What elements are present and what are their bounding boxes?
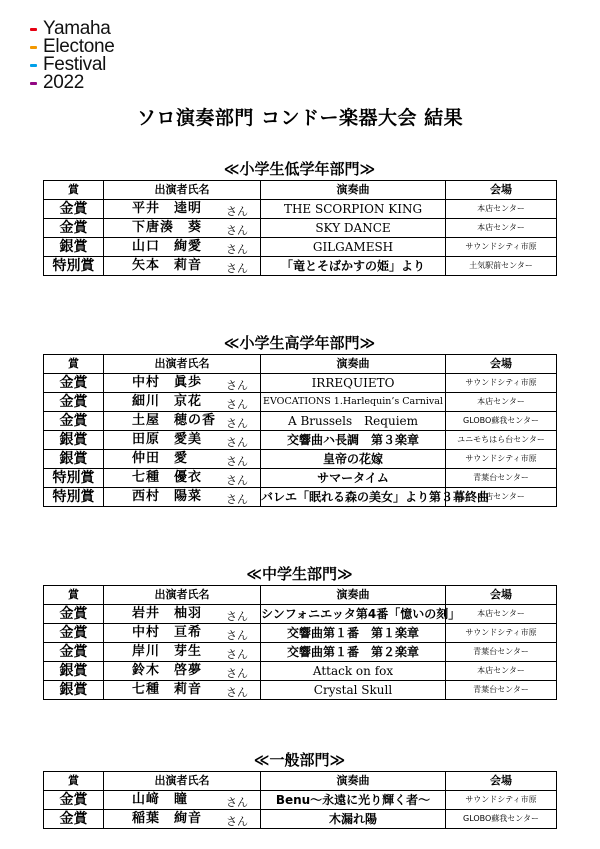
logo-color-bar [30,46,37,49]
performer-name: 鈴木 啓夢 [132,663,203,678]
award-cell: 銀賞 [44,238,104,257]
venue-cell: ユニモちはら台センター [446,431,557,450]
performer-name: 七種 優衣 [132,470,203,485]
piece-cell: EVOCATIONS 1.Harlequin’s Carnival [261,393,446,412]
results-table [43,771,557,829]
performer-cell [104,450,261,469]
honorific: さん [226,417,248,430]
venue-cell: 青葉台センター [446,643,557,662]
honorific: さん [226,493,248,506]
logo-color-bar [30,28,37,31]
venue-cell: GLOBO蘇我センター [446,412,557,431]
section-title: ≪小学生高学年部門≫ [223,334,376,352]
award-cell: 金賞 [44,810,104,829]
results-table [43,180,557,276]
venue-cell: 本店センター [446,488,557,507]
table-row [44,681,557,700]
performer-name: 細川 京花 [132,394,203,409]
honorific: さん [226,455,248,468]
performer-name: 平井 逵明 [132,201,203,216]
header-award: 賞 [44,181,104,200]
piece-cell: 木漏れ陽 [261,810,446,829]
award-cell: 金賞 [44,791,104,810]
table-row [44,469,557,488]
piece-cell: 皇帝の花嫁 [261,450,446,469]
logo-text-line: Electone [43,36,115,57]
performer-cell [104,488,261,507]
table-row [44,643,557,662]
table-row [44,605,557,624]
header-award: 賞 [44,355,104,374]
award-cell: 銀賞 [44,431,104,450]
header-venue: 会場 [446,772,557,791]
header-name: 出演者氏名 [104,772,261,791]
table-header-row [44,181,557,200]
results-section [43,749,556,829]
results-section [43,563,556,700]
award-cell: 金賞 [44,219,104,238]
header-venue: 会場 [446,586,557,605]
performer-name: 七種 莉音 [132,682,203,697]
honorific: さん [226,667,248,680]
venue-cell: サウンドシティ市原 [446,791,557,810]
header-piece: 演奏曲 [261,355,446,374]
header-name: 出演者氏名 [104,586,261,605]
header-name: 出演者氏名 [104,181,261,200]
section-title: ≪一般部門≫ [253,751,346,769]
table-row [44,200,557,219]
table-row [44,810,557,829]
piece-cell: THE SCORPION KING [261,200,446,219]
performer-cell [104,412,261,431]
award-cell: 金賞 [44,374,104,393]
venue-cell: 土気駅前センター [446,257,557,276]
award-cell: 特別賞 [44,488,104,507]
honorific: さん [226,815,248,828]
performer-name: 稲葉 絢音 [132,811,203,826]
logo-color-bar [30,82,37,85]
festival-logo [30,20,115,92]
piece-cell: 交響曲第１番 第２楽章 [261,643,446,662]
table-row [44,624,557,643]
performer-cell [104,643,261,662]
honorific: さん [226,398,248,411]
award-cell: 銀賞 [44,681,104,700]
header-award: 賞 [44,586,104,605]
results-table [43,585,557,700]
piece-cell: サマータイム [261,469,446,488]
honorific: さん [226,436,248,449]
venue-cell: 本店センター [446,662,557,681]
table-row [44,393,557,412]
piece-cell: A Brussels Requiem [261,412,446,431]
page-title: ソロ演奏部門 コンドー楽器大会 結果 [136,107,464,129]
award-cell: 金賞 [44,624,104,643]
header-venue: 会場 [446,355,557,374]
header-name: 出演者氏名 [104,355,261,374]
performer-cell [104,605,261,624]
venue-cell: GLOBO蘇我センター [446,810,557,829]
performer-name: 仲田 愛 [132,451,189,466]
piece-cell: Crystal Skull [261,681,446,700]
award-cell: 金賞 [44,412,104,431]
award-cell: 金賞 [44,393,104,412]
table-row [44,412,557,431]
honorific: さん [226,629,248,642]
performer-cell [104,238,261,257]
piece-cell: 交響曲ハ長調 第３楽章 [261,431,446,450]
table-header-row [44,772,557,791]
performer-name: 山﨑 瞳 [132,792,189,807]
performer-cell [104,393,261,412]
venue-cell: サウンドシティ市原 [446,238,557,257]
results-section [43,158,556,276]
performer-name: 矢本 莉音 [132,258,203,273]
performer-cell [104,257,261,276]
table-row [44,238,557,257]
performer-name: 山口 絢愛 [132,239,203,254]
header-venue: 会場 [446,181,557,200]
piece-cell: GILGAMESH [261,238,446,257]
venue-cell: 本店センター [446,200,557,219]
honorific: さん [226,262,248,275]
honorific: さん [226,205,248,218]
performer-cell [104,624,261,643]
performer-cell [104,374,261,393]
performer-name: 下唐湊 葵 [132,220,203,235]
table-row [44,219,557,238]
award-cell: 銀賞 [44,662,104,681]
table-row [44,662,557,681]
piece-cell: 「竜とそばかすの姫」より [261,257,446,276]
award-cell: 特別賞 [44,469,104,488]
table-row [44,488,557,507]
piece-cell: バレエ「眠れる森の美女」より第３幕終曲 [261,488,446,507]
award-cell: 特別賞 [44,257,104,276]
honorific: さん [226,243,248,256]
performer-cell [104,200,261,219]
results-section [43,332,556,507]
table-header-row [44,355,557,374]
honorific: さん [226,686,248,699]
piece-cell: 交響曲第１番 第１楽章 [261,624,446,643]
performer-name: 土屋 穂の香 [132,413,217,428]
award-cell: 金賞 [44,605,104,624]
venue-cell: サウンドシティ市原 [446,450,557,469]
venue-cell: 本店センター [446,393,557,412]
award-cell: 銀賞 [44,450,104,469]
header-award: 賞 [44,772,104,791]
award-cell: 金賞 [44,643,104,662]
performer-name: 岩井 柚羽 [132,606,203,621]
performer-cell [104,431,261,450]
table-row [44,791,557,810]
table-row [44,257,557,276]
piece-cell: Benu～永遠に光り輝く者～ [261,791,446,810]
venue-cell: 青葉台センター [446,469,557,488]
performer-cell [104,791,261,810]
honorific: さん [226,474,248,487]
logo-text-line: Yamaha [43,18,111,39]
performer-name: 中村 亘希 [132,625,203,640]
section-title: ≪小学生低学年部門≫ [223,160,376,178]
venue-cell: サウンドシティ市原 [446,624,557,643]
award-cell: 金賞 [44,200,104,219]
header-piece: 演奏曲 [261,586,446,605]
piece-cell: SKY DANCE [261,219,446,238]
performer-name: 西村 陽菜 [132,489,203,504]
section-title: ≪中学生部門≫ [246,565,353,583]
logo-color-bar [30,64,37,67]
venue-cell: サウンドシティ市原 [446,374,557,393]
performer-cell [104,810,261,829]
venue-cell: 本店センター [446,219,557,238]
venue-cell: 青葉台センター [446,681,557,700]
performer-cell [104,681,261,700]
performer-name: 岸川 芽生 [132,644,203,659]
table-row [44,450,557,469]
performer-cell [104,219,261,238]
performer-name: 田原 愛美 [132,432,203,447]
honorific: さん [226,648,248,661]
venue-cell: 本店センター [446,605,557,624]
honorific: さん [226,610,248,623]
performer-cell [104,469,261,488]
logo-text-line: 2022 [43,72,85,93]
header-piece: 演奏曲 [261,772,446,791]
results-table [43,354,557,507]
piece-cell: IRREQUIETO [261,374,446,393]
header-piece: 演奏曲 [261,181,446,200]
table-row [44,374,557,393]
table-row [44,431,557,450]
table-header-row [44,586,557,605]
performer-cell [104,662,261,681]
logo-text-line: Festival [43,54,107,75]
honorific: さん [226,379,248,392]
honorific: さん [226,224,248,237]
piece-cell: シンフォニエッタ第4番「憶いの刻」 [261,605,446,624]
honorific: さん [226,796,248,809]
piece-cell: Attack on fox [261,662,446,681]
performer-name: 中村 眞歩 [132,375,203,390]
